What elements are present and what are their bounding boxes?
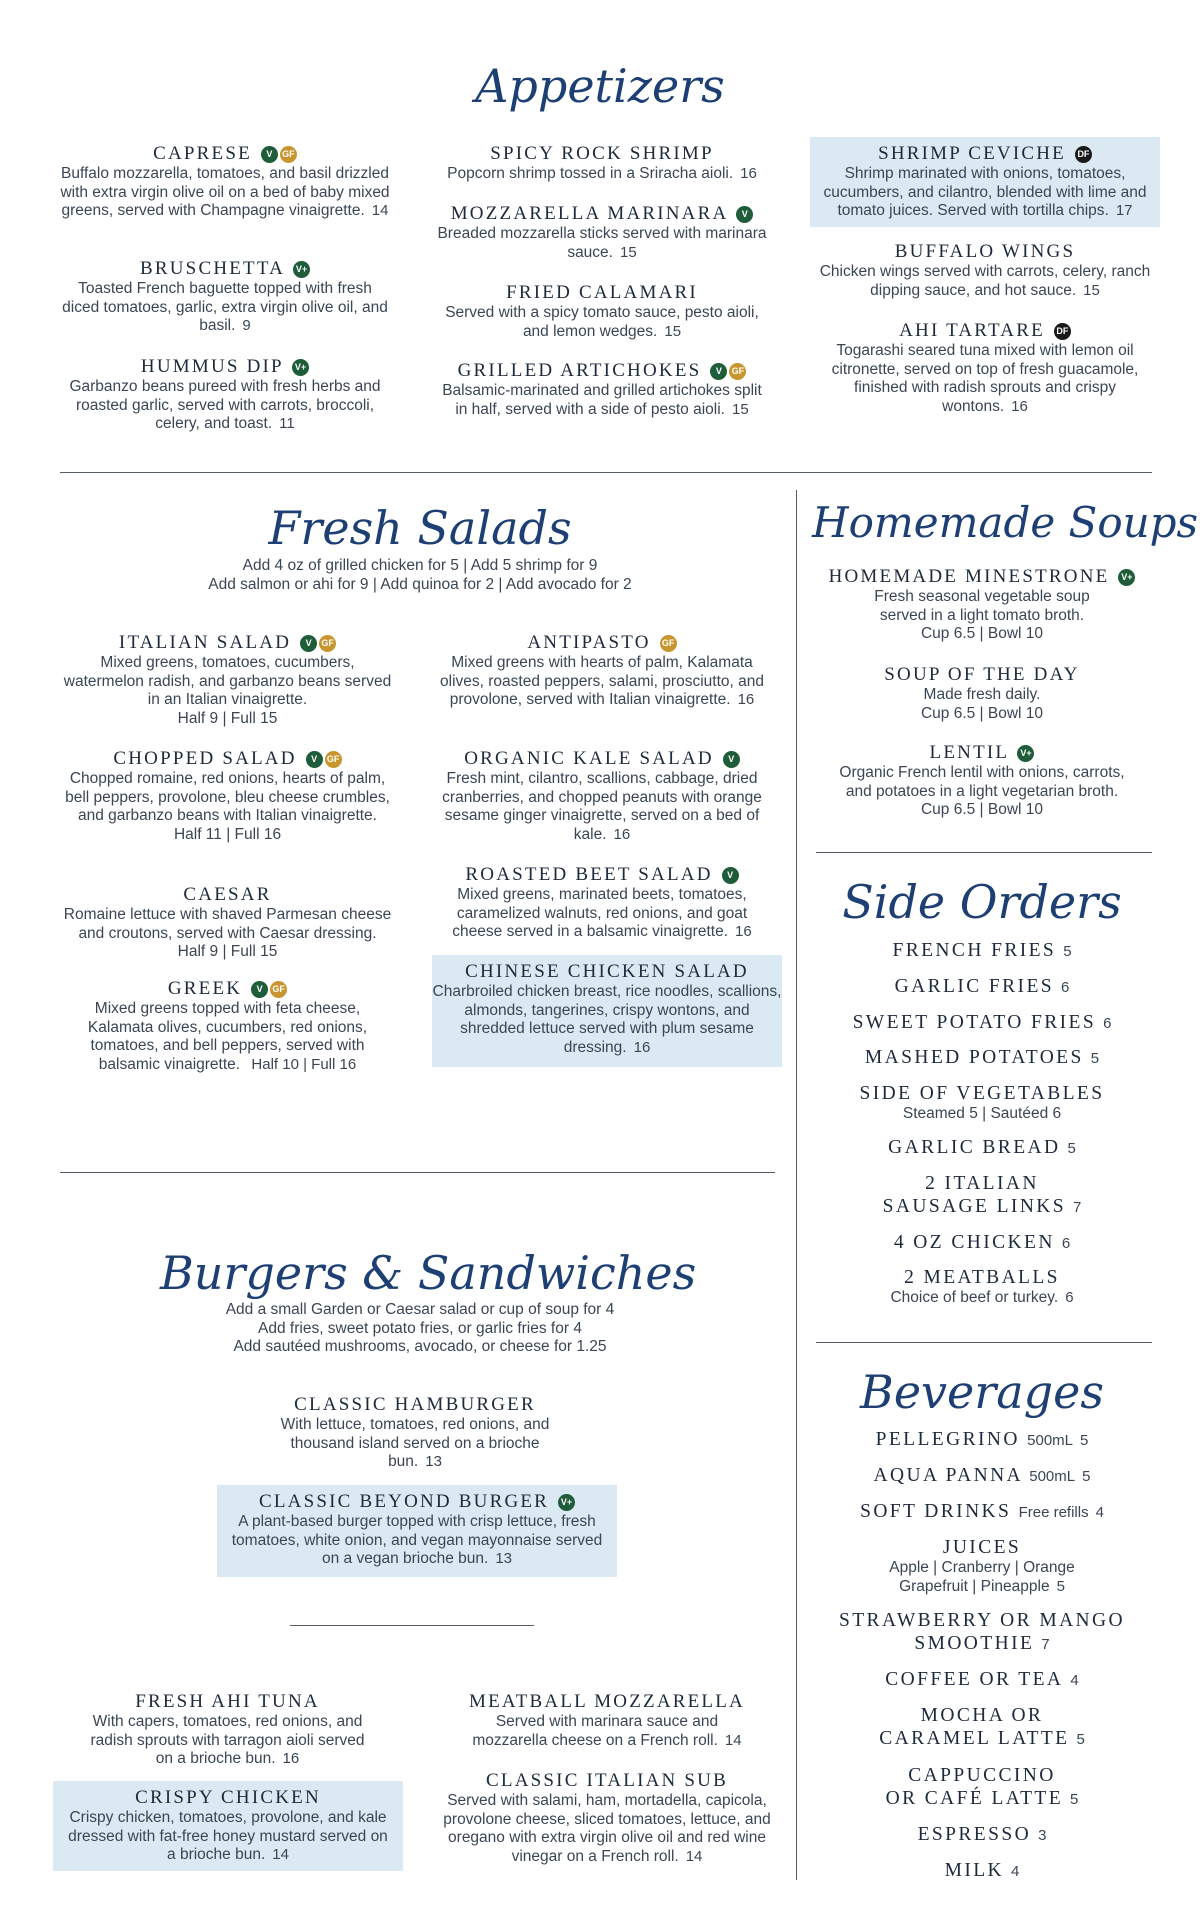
item-price: 5 [1056,1577,1065,1595]
divider [60,1172,775,1173]
item-name: GARLIC FRIES [894,976,1054,997]
beverages-title: Beverages [860,1365,1104,1419]
beverage-item-aqua-panna [812,1464,1152,1488]
item-price: 6 [1061,1235,1071,1252]
menu-item-bruschetta [60,258,390,336]
menu-item-italian-salad [60,632,395,728]
item-name: SIDE OF VEGETABLES [859,1083,1105,1104]
item-name: SOFT DRINKS [860,1501,1012,1522]
item-name: SPICY ROCK SHRIMP [490,143,714,164]
menu-item-lentil [812,742,1152,820]
item-description: Breaded mozzarella sticks served with marinara sauce. [437,225,767,261]
item-price: 5 [1063,943,1072,960]
menu-item-grilled-artichokes [437,360,767,419]
appetizers-title: Appetizers [475,59,725,113]
item-price: 5 [1080,1432,1089,1449]
menu-item-caprese [60,143,390,221]
item-name: BUFFALO WINGS [894,241,1076,262]
item-description: Popcorn shrimp tossed in a Sriracha aioli. [447,165,734,182]
item-price: 14 [724,1731,742,1749]
item-name: MASHED POTATOES [864,1047,1084,1068]
menu-item-classic-hamburger [235,1394,595,1472]
item-name: MOCHA OR [920,1705,1044,1726]
divider [816,1342,1152,1343]
item-description: Organic French lentil with onions, carrots, and potatoes in a light vegetarian broth. [839,764,1125,800]
vegetarian-badge-icon: V [261,146,278,163]
burgers-title: Burgers & Sandwiches [160,1246,697,1300]
item-price: 16 [1011,397,1028,415]
item-name: AHI TARTARE [899,320,1045,341]
side-item-french-fries [812,939,1152,963]
item-name: 2 ITALIAN [925,1173,1039,1194]
item-name: CAESAR [183,884,272,905]
menu-item-shrimp-ceviche [810,137,1160,227]
item-name: MOZZARELLA MARINARA [450,203,728,224]
gluten-free-badge-icon: GF [319,635,336,652]
side-item-garlic-bread [812,1136,1152,1160]
beverage-item-mocha-latte [812,1704,1152,1751]
vegan-badge-icon: V+ [292,359,309,376]
item-name: FRESH AHI TUNA [135,1691,320,1712]
burgers-addons-line-1: Add a small Garden or Caesar salad or cup of soup for 4 [225,1301,615,1318]
item-name: ITALIAN SALAD [118,632,292,653]
item-name: CHINESE CHICKEN SALAD [465,961,749,982]
item-name: ESPRESSO [917,1824,1032,1845]
item-name: FRENCH FRIES [892,940,1057,961]
item-name: CLASSIC BEYOND BURGER [258,1491,550,1512]
soups-title: Homemade Soups [812,498,1199,547]
beverage-item-smoothie [812,1609,1152,1656]
menu-item-crispy-chicken [53,1781,403,1871]
item-name: PELLEGRINO [875,1429,1020,1450]
item-price: Cup 6.5 | Bowl 10 [920,625,1044,643]
juice-options-line-1: Apple | Cranberry | Orange [889,1559,1075,1576]
menu-item-chopped-salad [60,748,395,844]
item-price: Half 10 | Full 16 [251,1055,357,1073]
item-price: 5 [1082,1468,1091,1485]
item-name: BRUSCHETTA [140,258,285,279]
menu-item-greek [60,978,395,1074]
dairy-free-badge-icon: DF [1054,323,1071,340]
item-price: 16 [613,825,631,843]
item-description: Shrimp marinated with onions, tomatoes, cucumbers, and cilantro, blended with lime and tomato juices. Served with tortilla chips. [823,165,1147,220]
item-price: 4 [1070,1672,1079,1689]
item-price: 15 [732,400,749,418]
item-price: 14 [685,1847,703,1865]
item-price: Steamed 5 | Sautéed 6 [902,1105,1062,1122]
item-note: Free refills [1018,1504,1089,1521]
item-name: JUICES [942,1537,1022,1558]
menu-item-classic-beyond-burger [217,1485,617,1577]
item-name: 4 OZ CHICKEN [893,1232,1055,1253]
item-price: 6 [1065,1289,1074,1306]
juice-options-line-2: Grapefruit | Pineapple [899,1577,1050,1595]
item-name: MILK [944,1860,1005,1881]
item-price: 6 [1061,979,1070,996]
item-name-line-2: CARAMEL LATTE [879,1728,1070,1749]
item-name: LENTIL [929,742,1009,763]
item-name: SHRIMP CEVICHE [878,143,1066,164]
item-price: 17 [1115,202,1133,220]
item-price: 16 [735,923,752,941]
menu-item-classic-italian-sub [437,1770,777,1866]
item-price: 16 [740,165,757,182]
beverage-item-soft-drinks [812,1500,1152,1524]
item-name: HUMMUS DIP [140,356,284,377]
menu-item-antipasto [437,632,767,710]
item-name: GREEK [167,978,243,999]
item-name: SWEET POTATO FRIES [852,1012,1097,1033]
item-price: Half 11 | Full 16 [173,825,282,843]
item-description: Mixed greens, tomatoes, cucumbers, watermelon radish, and garbanzo beans served in an Italian vinaigrette. [63,654,392,709]
burgers-addons-line-2: Add fries, sweet potato fries, or garlic fries for 4 [258,1319,582,1337]
item-name: COFFEE OR TEA [885,1669,1064,1690]
vegan-badge-icon: V+ [558,1494,575,1511]
item-name-line-2: OR CAFÉ LATTE [885,1788,1064,1809]
item-price: 9 [242,317,251,335]
item-description: Chicken wings served with carrots, celery, ranch dipping sauce, and hot sauce. [819,263,1151,299]
item-price: 7 [1073,1199,1082,1216]
vegetarian-badge-icon: V [306,751,323,768]
item-price: 16 [737,691,755,709]
item-name: ROASTED BEET SALAD [465,864,713,885]
menu-item-caesar [55,884,400,962]
vegetarian-badge-icon: V [251,981,268,998]
item-name: HOMEMADE MINESTRONE [828,566,1110,587]
item-description: Mixed greens topped with feta cheese, Kalamata olives, cucumbers, red onions, tomatoes, and bell peppers, served with balsamic vinaigrette. [87,1000,368,1073]
item-price: 16 [282,1750,300,1768]
menu-item-chinese-chicken-salad [432,955,782,1067]
item-name: GARLIC BREAD [888,1137,1061,1158]
menu-item-ahi-tartare [815,320,1155,416]
item-description: Fresh mint, cilantro, scallions, cabbage, dried cranberries, and chopped peanuts with orange sesame ginger vinaigrette, served on a bed of kale. [442,770,762,843]
item-name: CHOPPED SALAD [113,748,297,769]
item-price: 4 [1011,1863,1020,1880]
gluten-free-badge-icon: GF [270,981,287,998]
item-description: With lettuce, tomatoes, red onions, and thousand island served on a brioche bun. [280,1416,550,1471]
vegan-badge-icon: V+ [293,261,310,278]
item-description: Romaine lettuce with shaved Parmesan cheese and croutons, served with Caesar dressing. [63,906,392,942]
item-name: FRIED CALAMARI [506,282,698,303]
divider [290,1625,534,1626]
beverage-item-milk [812,1859,1152,1883]
item-description: Crispy chicken, tomatoes, provolone, and kale dressed with fat-free honey mustard served on a brioche bun. [68,1809,388,1864]
item-price: 6 [1103,1015,1112,1032]
side-item-mashed-potatoes [812,1046,1152,1070]
item-description: Balsamic-marinated and grilled artichokes split in half, served with a side of pesto aioli. [442,382,762,418]
beverage-item-coffee-or-tea [812,1668,1152,1692]
item-price: 5 [1067,1140,1076,1157]
item-note: 500mL [1027,1432,1074,1449]
item-price: Cup 6.5 | Bowl 10 [920,704,1044,722]
item-name: CRISPY CHICKEN [135,1787,321,1808]
item-description: Mixed greens with hearts of palm, Kalamata olives, roasted peppers, salami, prosciutto, and provolone, served with Italian vinaigrette. [440,654,764,709]
item-description: Served with a spicy tomato sauce, pesto aioli, and lemon wedges. [445,304,759,340]
item-description: With capers, tomatoes, red onions, and radish sprouts with tarragon aioli served on a brioche bun. [90,1713,365,1768]
gluten-free-badge-icon: GF [280,146,297,163]
item-name-line-2: SMOOTHIE [914,1633,1035,1654]
item-description: Chopped romaine, red onions, hearts of palm, bell peppers, provolone, bleu cheese crumbles, and garbanzo beans with Italian vinaigrette. [65,770,390,825]
vegetarian-badge-icon: V [300,635,317,652]
burgers-addons [120,1301,720,1357]
item-price: 4 [1095,1504,1104,1521]
column-divider [796,490,797,1880]
item-description: Buffalo mozzarella, tomatoes, and basil drizzled with extra virgin olive oil on a bed of baby mixed greens, served with Champagne vinaigrette. [60,165,390,220]
gluten-free-badge-icon: GF [729,363,746,380]
sides-title: Side Orders [842,875,1122,929]
item-description: A plant-based burger topped with crisp lettuce, fresh tomatoes, white onion, and vegan mayonnaise served on a vegan brioche bun. [231,1513,603,1568]
beverage-item-cappuccino [812,1764,1152,1811]
divider [816,852,1152,853]
item-description: Garbanzo beans pureed with fresh herbs and roasted garlic, served with carrots, broccoli, celery, and toast. [69,378,381,433]
divider [60,472,1152,473]
vegetarian-badge-icon: V [710,363,727,380]
item-description: Togarashi seared tuna mixed with lemon oil citronette, served on top of fresh guacamole, finished with radish sprouts and crispy wontons. [831,342,1139,415]
menu-item-meatball-mozzarella [437,1691,777,1750]
vegetarian-badge-icon: V [722,867,739,884]
item-name: CAPRESE [153,143,252,164]
item-price: 15 [1083,281,1100,299]
item-price: 13 [495,1550,512,1568]
gluten-free-badge-icon: GF [325,751,342,768]
beverage-item-pellegrino [812,1428,1152,1452]
item-name: AQUA PANNA [873,1465,1022,1486]
item-price: 13 [425,1453,442,1471]
item-name: ANTIPASTO [527,632,651,653]
side-item-sweet-potato-fries [812,1011,1152,1035]
item-price: 5 [1090,1050,1100,1067]
menu-item-buffalo-wings [815,241,1155,300]
dairy-free-badge-icon: DF [1075,146,1092,163]
menu-item-roasted-beet-salad [437,864,767,942]
menu-item-soup-of-the-day [812,664,1152,723]
item-name: SOUP OF THE DAY [884,664,1080,685]
menu-item-homemade-minestrone [812,566,1152,644]
item-price: 11 [279,415,295,433]
item-description: Served with marinara sauce and mozzarella cheese on a French roll. [472,1713,719,1749]
item-name: MEATBALL MOZZARELLA [469,1691,745,1712]
item-price: 3 [1038,1827,1047,1844]
item-price: 14 [272,1846,289,1864]
item-description: Served with salami, ham, mortadella, capicola, provolone cheese, sliced tomatoes, lettuce, and oregano with extra virgin olive oil and red wine vinegar on a French roll. [443,1792,771,1865]
menu-item-fried-calamari [437,282,767,341]
item-description: Charbroiled chicken breast, rice noodles, scallions, almonds, tangerines, crispy wontons, and shredded lettuce served with plum sesame dressing. [432,983,782,1056]
item-description: Fresh seasonal vegetable soup served in a light tomato broth. [874,588,1090,624]
item-description: Choice of beef or turkey. [890,1289,1059,1306]
beverage-item-espresso [812,1823,1152,1847]
item-price: 15 [664,322,682,340]
vegan-badge-icon: V+ [1017,745,1034,762]
menu-item-fresh-ahi-tuna [60,1691,395,1769]
item-price: 5 [1076,1731,1085,1748]
beverage-item-juices [812,1536,1152,1596]
item-price: Half 9 | Full 15 [177,709,278,727]
vegan-badge-icon: V+ [1118,569,1135,586]
gluten-free-badge-icon: GF [660,635,677,652]
item-price: Half 9 | Full 15 [177,943,278,961]
item-name: GRILLED ARTICHOKES [457,360,702,381]
salads-addons-line-1: Add 4 oz of grilled chicken for 5 | Add 5 shrimp for 9 [242,557,598,574]
burgers-addons-line-3: Add sautéed mushrooms, avocado, or cheese for 1.25 [233,1338,607,1356]
item-price: 15 [619,243,637,261]
item-price: Cup 6.5 | Bowl 10 [920,801,1044,819]
item-description: Toasted French baguette topped with fresh diced tomatoes, garlic, extra virgin olive oil, and basil. [62,280,388,335]
vegetarian-badge-icon: V [723,751,740,768]
item-name: CLASSIC ITALIAN SUB [486,1770,728,1791]
item-description: Made fresh daily. [923,686,1041,703]
menu-item-spicy-rock-shrimp [437,143,767,184]
menu-item-organic-kale-salad [437,748,767,844]
item-price: 14 [371,202,389,220]
item-name: 2 MEATBALLS [904,1267,1060,1288]
salads-addons [120,557,720,594]
vegetarian-badge-icon: V [736,206,753,223]
item-name: ORGANIC KALE SALAD [464,748,714,769]
item-name: CLASSIC HAMBURGER [294,1394,536,1415]
side-item-garlic-fries [812,975,1152,999]
item-name-line-2: SAUSAGE LINKS [882,1196,1067,1217]
menu-item-hummus-dip [60,356,390,434]
side-item-4-oz-chicken [812,1231,1152,1255]
side-item-2-meatballs [812,1266,1152,1308]
side-item-side-of-vegetables [812,1082,1152,1124]
item-note: 500mL [1029,1468,1076,1485]
item-name: STRAWBERRY OR MANGO [838,1610,1125,1631]
menu-item-mozzarella-marinara [437,203,767,262]
item-description: Mixed greens, marinated beets, tomatoes, caramelized walnuts, red onions, and goat cheese served in a balsamic vinaigrette. [452,886,748,941]
item-name: CAPPUCCINO [908,1765,1056,1786]
salads-title: Fresh Salads [268,501,572,555]
item-price: 5 [1070,1791,1079,1808]
item-price: 7 [1041,1636,1050,1653]
salads-addons-line-2: Add salmon or ahi for 9 | Add quinoa for 2 | Add avocado for 2 [208,575,632,593]
side-item-italian-sausage-links [812,1172,1152,1219]
item-price: 16 [633,1038,651,1056]
